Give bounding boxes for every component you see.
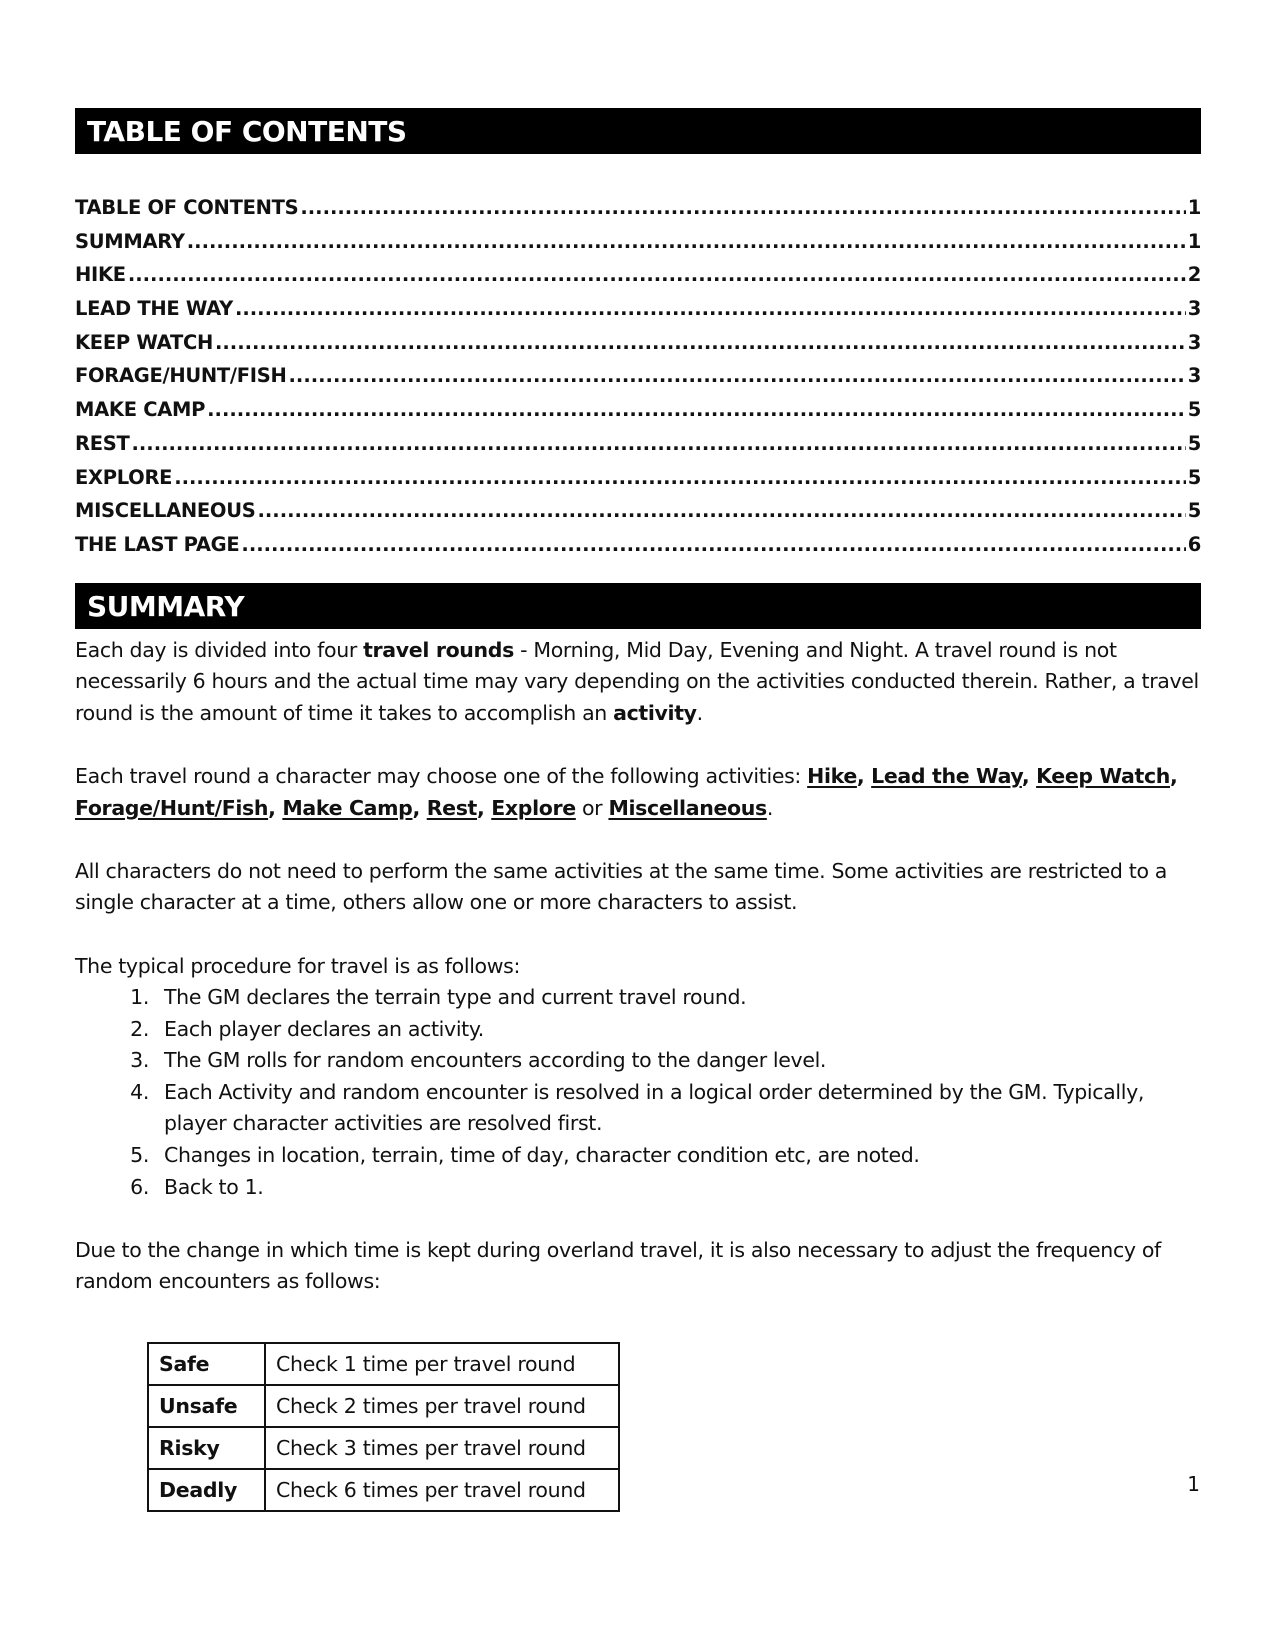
toc-entry[interactable] xyxy=(75,466,1201,500)
toc-dot-leader xyxy=(215,331,1186,354)
activities-paragraph: Each travel round a character may choose one of the following activities: Hike, Lead the Way, Keep Watch, Forage/Hunt/Fish, Make Camp, Rest, Explore or Miscellaneous. xyxy=(75,763,1178,820)
document-page xyxy=(75,108,1201,1512)
toc-entry[interactable] xyxy=(75,398,1201,432)
toc-entry-page: 1 xyxy=(1187,229,1201,253)
toc-entry[interactable] xyxy=(75,297,1201,331)
list-item xyxy=(75,982,1201,1014)
toc-entry-title: LEAD THE WAY xyxy=(75,297,233,321)
toc-entry[interactable] xyxy=(75,533,1201,567)
summary-paragraph: Due to the change in which time is kept during overland travel, it is also necessary to adjust the frequency of random encounters as follows: xyxy=(75,1237,1161,1294)
list-item xyxy=(75,1077,1201,1140)
toc-dot-leader xyxy=(128,263,1186,286)
list-text: The GM declares the terrain type and current travel round. xyxy=(164,985,747,1010)
link-forage-hunt-fish[interactable]: Forage/Hunt/Fish xyxy=(75,795,269,820)
toc-list xyxy=(75,196,1201,567)
summary-paragraph xyxy=(75,635,1201,730)
table-row xyxy=(148,1385,619,1427)
list-text: Each player declares an activity. xyxy=(164,1016,484,1041)
toc-entry-page: 5 xyxy=(1187,465,1201,489)
list-item xyxy=(75,1014,1201,1046)
list-text: Each Activity and random encounter is resolved in a logical order determined by the GM. Typically, player character activities are resolved first. xyxy=(164,1079,1145,1136)
list-number: 5. xyxy=(130,1143,149,1168)
table-row xyxy=(148,1427,619,1469)
toc-dot-leader xyxy=(174,466,1186,489)
frequency-cell: Check 6 times per travel round xyxy=(265,1469,619,1511)
bold-term: travel rounds xyxy=(363,637,514,662)
toc-entry-page: 5 xyxy=(1187,499,1201,523)
text-run: . xyxy=(696,700,703,725)
toc-dot-leader xyxy=(187,230,1186,253)
summary-heading: SUMMARY xyxy=(75,583,1201,629)
toc-entry[interactable] xyxy=(75,499,1201,533)
toc-entry[interactable] xyxy=(75,331,1201,365)
toc-dot-leader xyxy=(131,432,1185,455)
toc-heading: TABLE OF CONTENTS xyxy=(75,108,1201,154)
toc-entry-page: 3 xyxy=(1187,364,1201,388)
frequency-cell: Check 3 times per travel round xyxy=(265,1427,619,1469)
list-text: The GM rolls for random encounters according to the danger level. xyxy=(164,1048,827,1073)
link-lead-the-way[interactable]: Lead the Way xyxy=(871,763,1022,788)
toc-dot-leader xyxy=(289,364,1186,387)
link-make-camp[interactable]: Make Camp xyxy=(282,795,413,820)
toc-entry-page: 6 xyxy=(1187,532,1201,556)
toc-entry-title: FORAGE/HUNT/FISH xyxy=(75,364,287,388)
list-text: Back to 1. xyxy=(164,1174,264,1199)
toc-entry[interactable] xyxy=(75,230,1201,264)
toc-dot-leader xyxy=(300,196,1185,219)
toc-entry[interactable] xyxy=(75,263,1201,297)
toc-entry-title: REST xyxy=(75,431,130,455)
list-number: 3. xyxy=(130,1048,149,1073)
encounter-frequency-table xyxy=(147,1342,620,1512)
toc-entry-page: 1 xyxy=(1187,196,1201,219)
list-number: 4. xyxy=(130,1079,149,1104)
page-number: 1 xyxy=(1187,1472,1200,1496)
toc-entry-title: SUMMARY xyxy=(75,229,185,253)
toc-entry[interactable] xyxy=(75,196,1201,230)
toc-entry-title: TABLE OF CONTENTS xyxy=(75,196,299,219)
toc-entry-page: 5 xyxy=(1187,431,1201,455)
list-number: 1. xyxy=(130,985,149,1010)
link-miscellaneous[interactable]: Miscellaneous xyxy=(608,795,767,820)
list-number: 2. xyxy=(130,1016,149,1041)
toc-entry-page: 3 xyxy=(1187,330,1201,354)
danger-level-cell: Risky xyxy=(148,1427,265,1469)
toc-entry-title: KEEP WATCH xyxy=(75,330,213,354)
toc-entry-page: 5 xyxy=(1187,398,1201,422)
toc-entry-page: 2 xyxy=(1187,263,1201,287)
list-item xyxy=(75,1140,1201,1172)
toc-entry-title: HIKE xyxy=(75,263,126,287)
toc-entry[interactable] xyxy=(75,364,1201,398)
danger-level-cell: Safe xyxy=(148,1343,265,1385)
toc-dot-leader xyxy=(235,297,1186,320)
toc-dot-leader xyxy=(241,533,1185,556)
frequency-cell: Check 1 time per travel round xyxy=(265,1343,619,1385)
text-run: or xyxy=(575,795,609,820)
link-keep-watch[interactable]: Keep Watch xyxy=(1036,763,1170,788)
link-hike[interactable]: Hike xyxy=(807,763,857,788)
link-explore[interactable]: Explore xyxy=(491,795,576,820)
list-item xyxy=(75,1045,1201,1077)
table-row xyxy=(148,1469,619,1511)
procedure-intro: The typical procedure for travel is as follows: xyxy=(75,953,521,978)
toc-entry-title: MAKE CAMP xyxy=(75,398,206,422)
frequency-cell: Check 2 times per travel round xyxy=(265,1385,619,1427)
link-rest[interactable]: Rest xyxy=(426,795,478,820)
toc-dot-leader xyxy=(207,398,1186,421)
text-run: Each travel round a character may choose one of the following activities: xyxy=(75,763,808,788)
toc-entry[interactable] xyxy=(75,432,1201,466)
toc-entry-page: 3 xyxy=(1187,297,1201,321)
toc-entry-title: MISCELLANEOUS xyxy=(75,499,256,523)
toc-entry-title: THE LAST PAGE xyxy=(75,532,240,556)
danger-level-cell: Unsafe xyxy=(148,1385,265,1427)
table-row xyxy=(148,1343,619,1385)
danger-level-cell: Deadly xyxy=(148,1469,265,1511)
list-text: Changes in location, terrain, time of day, character condition etc, are noted. xyxy=(164,1143,920,1168)
text-run: - Morning, Mid Day, Evening and Night. A travel round is not necessarily 6 hours and the actual time may vary depending on the activities conducted therein. Rather, a travel round is the amount of time it takes to accomplish an xyxy=(75,637,1199,725)
procedure-list xyxy=(75,982,1201,1203)
text-run: Each day is divided into four xyxy=(75,637,364,662)
summary-paragraph: All characters do not need to perform the same activities at the same time. Some activities are restricted to a single character at a time, others allow one or more characters to assist. xyxy=(75,858,1168,915)
toc-dot-leader xyxy=(257,499,1185,522)
list-number: 6. xyxy=(130,1174,149,1199)
bold-term: activity xyxy=(613,700,697,725)
list-item xyxy=(75,1172,1201,1204)
toc-entry-title: EXPLORE xyxy=(75,465,173,489)
